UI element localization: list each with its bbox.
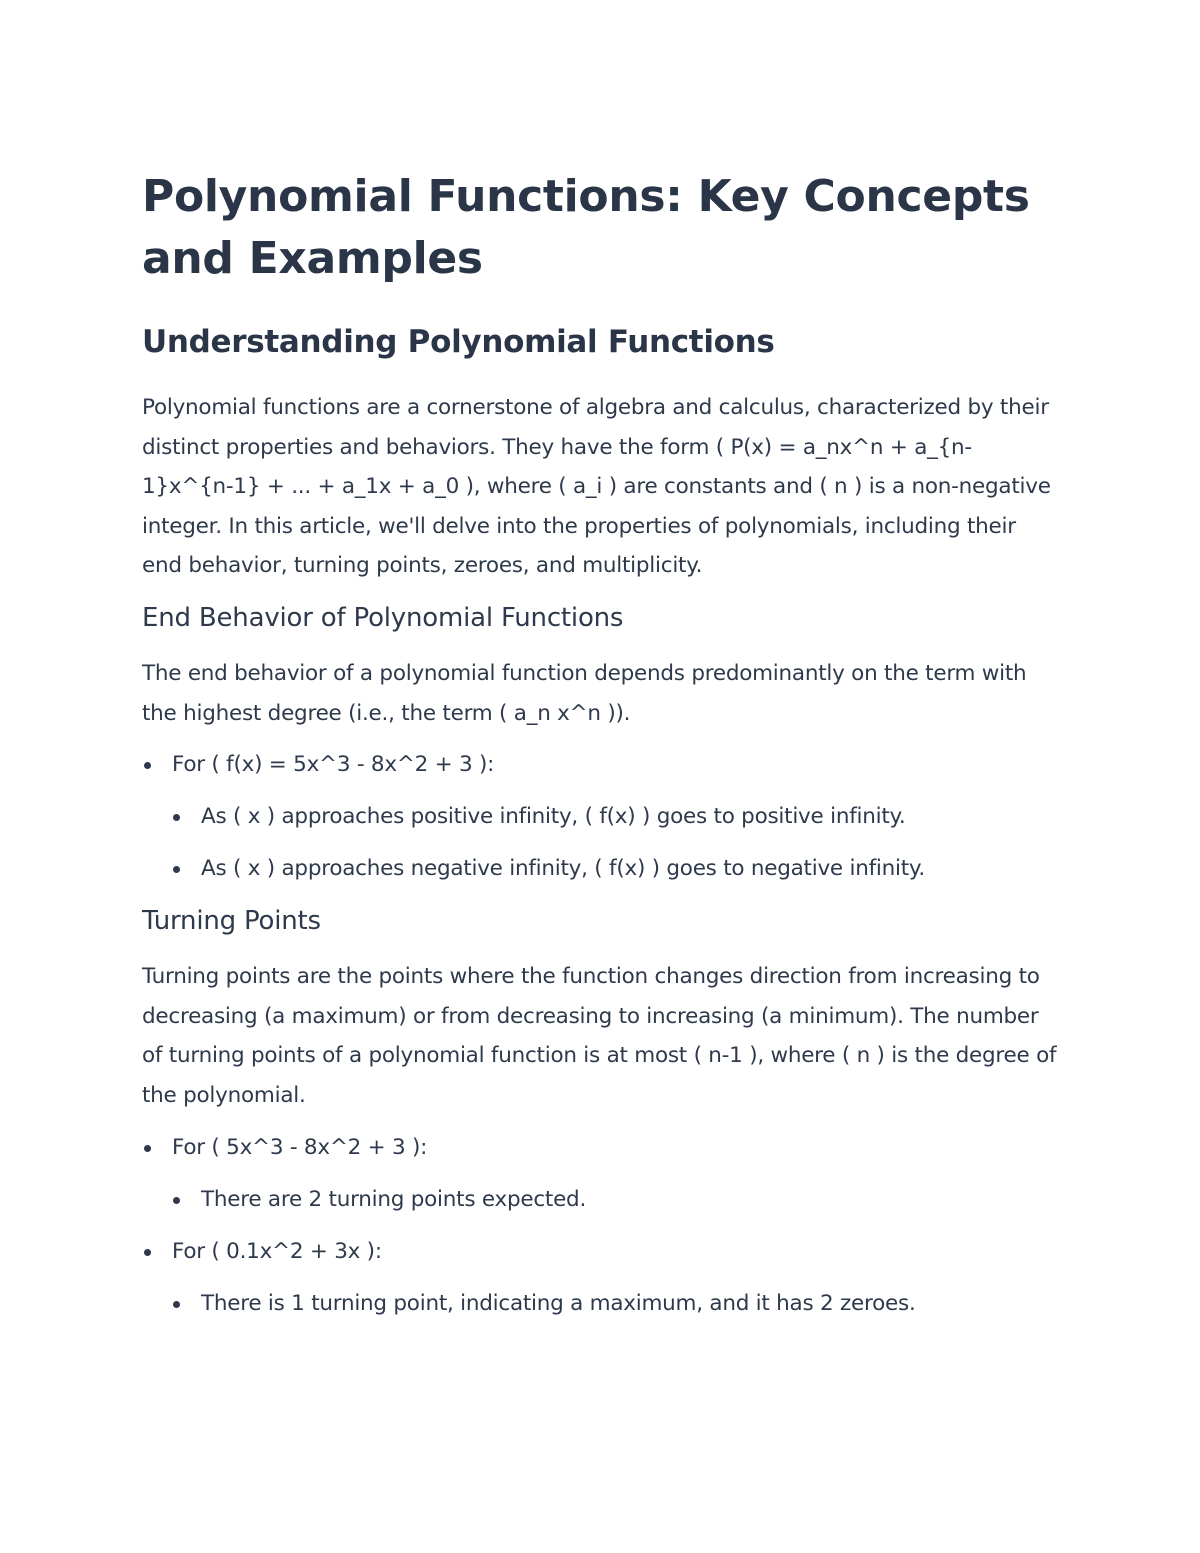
intro-paragraph: Polynomial functions are a cornerstone of algebra and calculus, characterized by their distinct properties and behaviors. They have the form ( P(x) = a_nx^n + a_{n-1}x^{n-1} + ... + a_1x + a_0 ), where ( a_i ) are constants and ( n ) is a non-negative integer. In this article, we'll delve into the properties of polynomials, including their end behavior, turning points, zeroes, and multiplicity.	[142, 395, 1051, 579]
bullet-icon	[173, 1197, 180, 1204]
bullet-icon	[144, 1145, 151, 1152]
turning-points-heading: Turning Points	[142, 906, 321, 937]
list-item-text: There is 1 turning point, indicating a maximum, and it has 2 zeroes.	[201, 1290, 916, 1316]
turning-points-list	[142, 1128, 1057, 1324]
list-item	[142, 797, 1057, 837]
bullet-icon	[144, 1249, 151, 1256]
list-item	[142, 1128, 1057, 1168]
section-heading: Understanding Polynomial Functions	[142, 324, 775, 360]
list-item-text: There are 2 turning points expected.	[201, 1186, 587, 1212]
document-title: Polynomial Functions: Key Concepts and Examples	[142, 171, 1030, 284]
end-behavior-heading: End Behavior of Polynomial Functions	[142, 602, 624, 633]
end-behavior-list	[142, 745, 1057, 889]
end-behavior-paragraph: The end behavior of a polynomial function depends predominantly on the term with the highest degree (i.e., the term ( a_n x^n )).	[142, 660, 1027, 726]
list-item-text: As ( x ) approaches positive infinity, ( f(x) ) goes to positive infinity.	[201, 804, 906, 830]
list-item-text: As ( x ) approaches negative infinity, ( f(x) ) goes to negative infinity.	[201, 856, 925, 882]
bullet-icon	[173, 814, 180, 821]
turning-points-paragraph: Turning points are the points where the function changes direction from increasing to decreasing (a maximum) or from decreasing to increasing (a minimum). The number of turning points of a polynomial function is at most ( n-1 ), where ( n ) is the degree of the polynomial.	[142, 964, 1057, 1108]
list-item	[142, 1284, 1057, 1324]
list-item-text: For ( 5x^3 - 8x^2 + 3 ):	[172, 1134, 428, 1160]
list-item	[142, 745, 1057, 785]
bullet-icon	[173, 866, 180, 873]
list-item-text: For ( 0.1x^2 + 3x ):	[172, 1238, 382, 1264]
list-item	[142, 849, 1057, 889]
list-item	[142, 1232, 1057, 1272]
list-item-text: For ( f(x) = 5x^3 - 8x^2 + 3 ):	[172, 752, 495, 778]
list-item	[142, 1180, 1057, 1220]
document-page	[142, 166, 1057, 1324]
bullet-icon	[173, 1301, 180, 1308]
bullet-icon	[144, 762, 151, 769]
